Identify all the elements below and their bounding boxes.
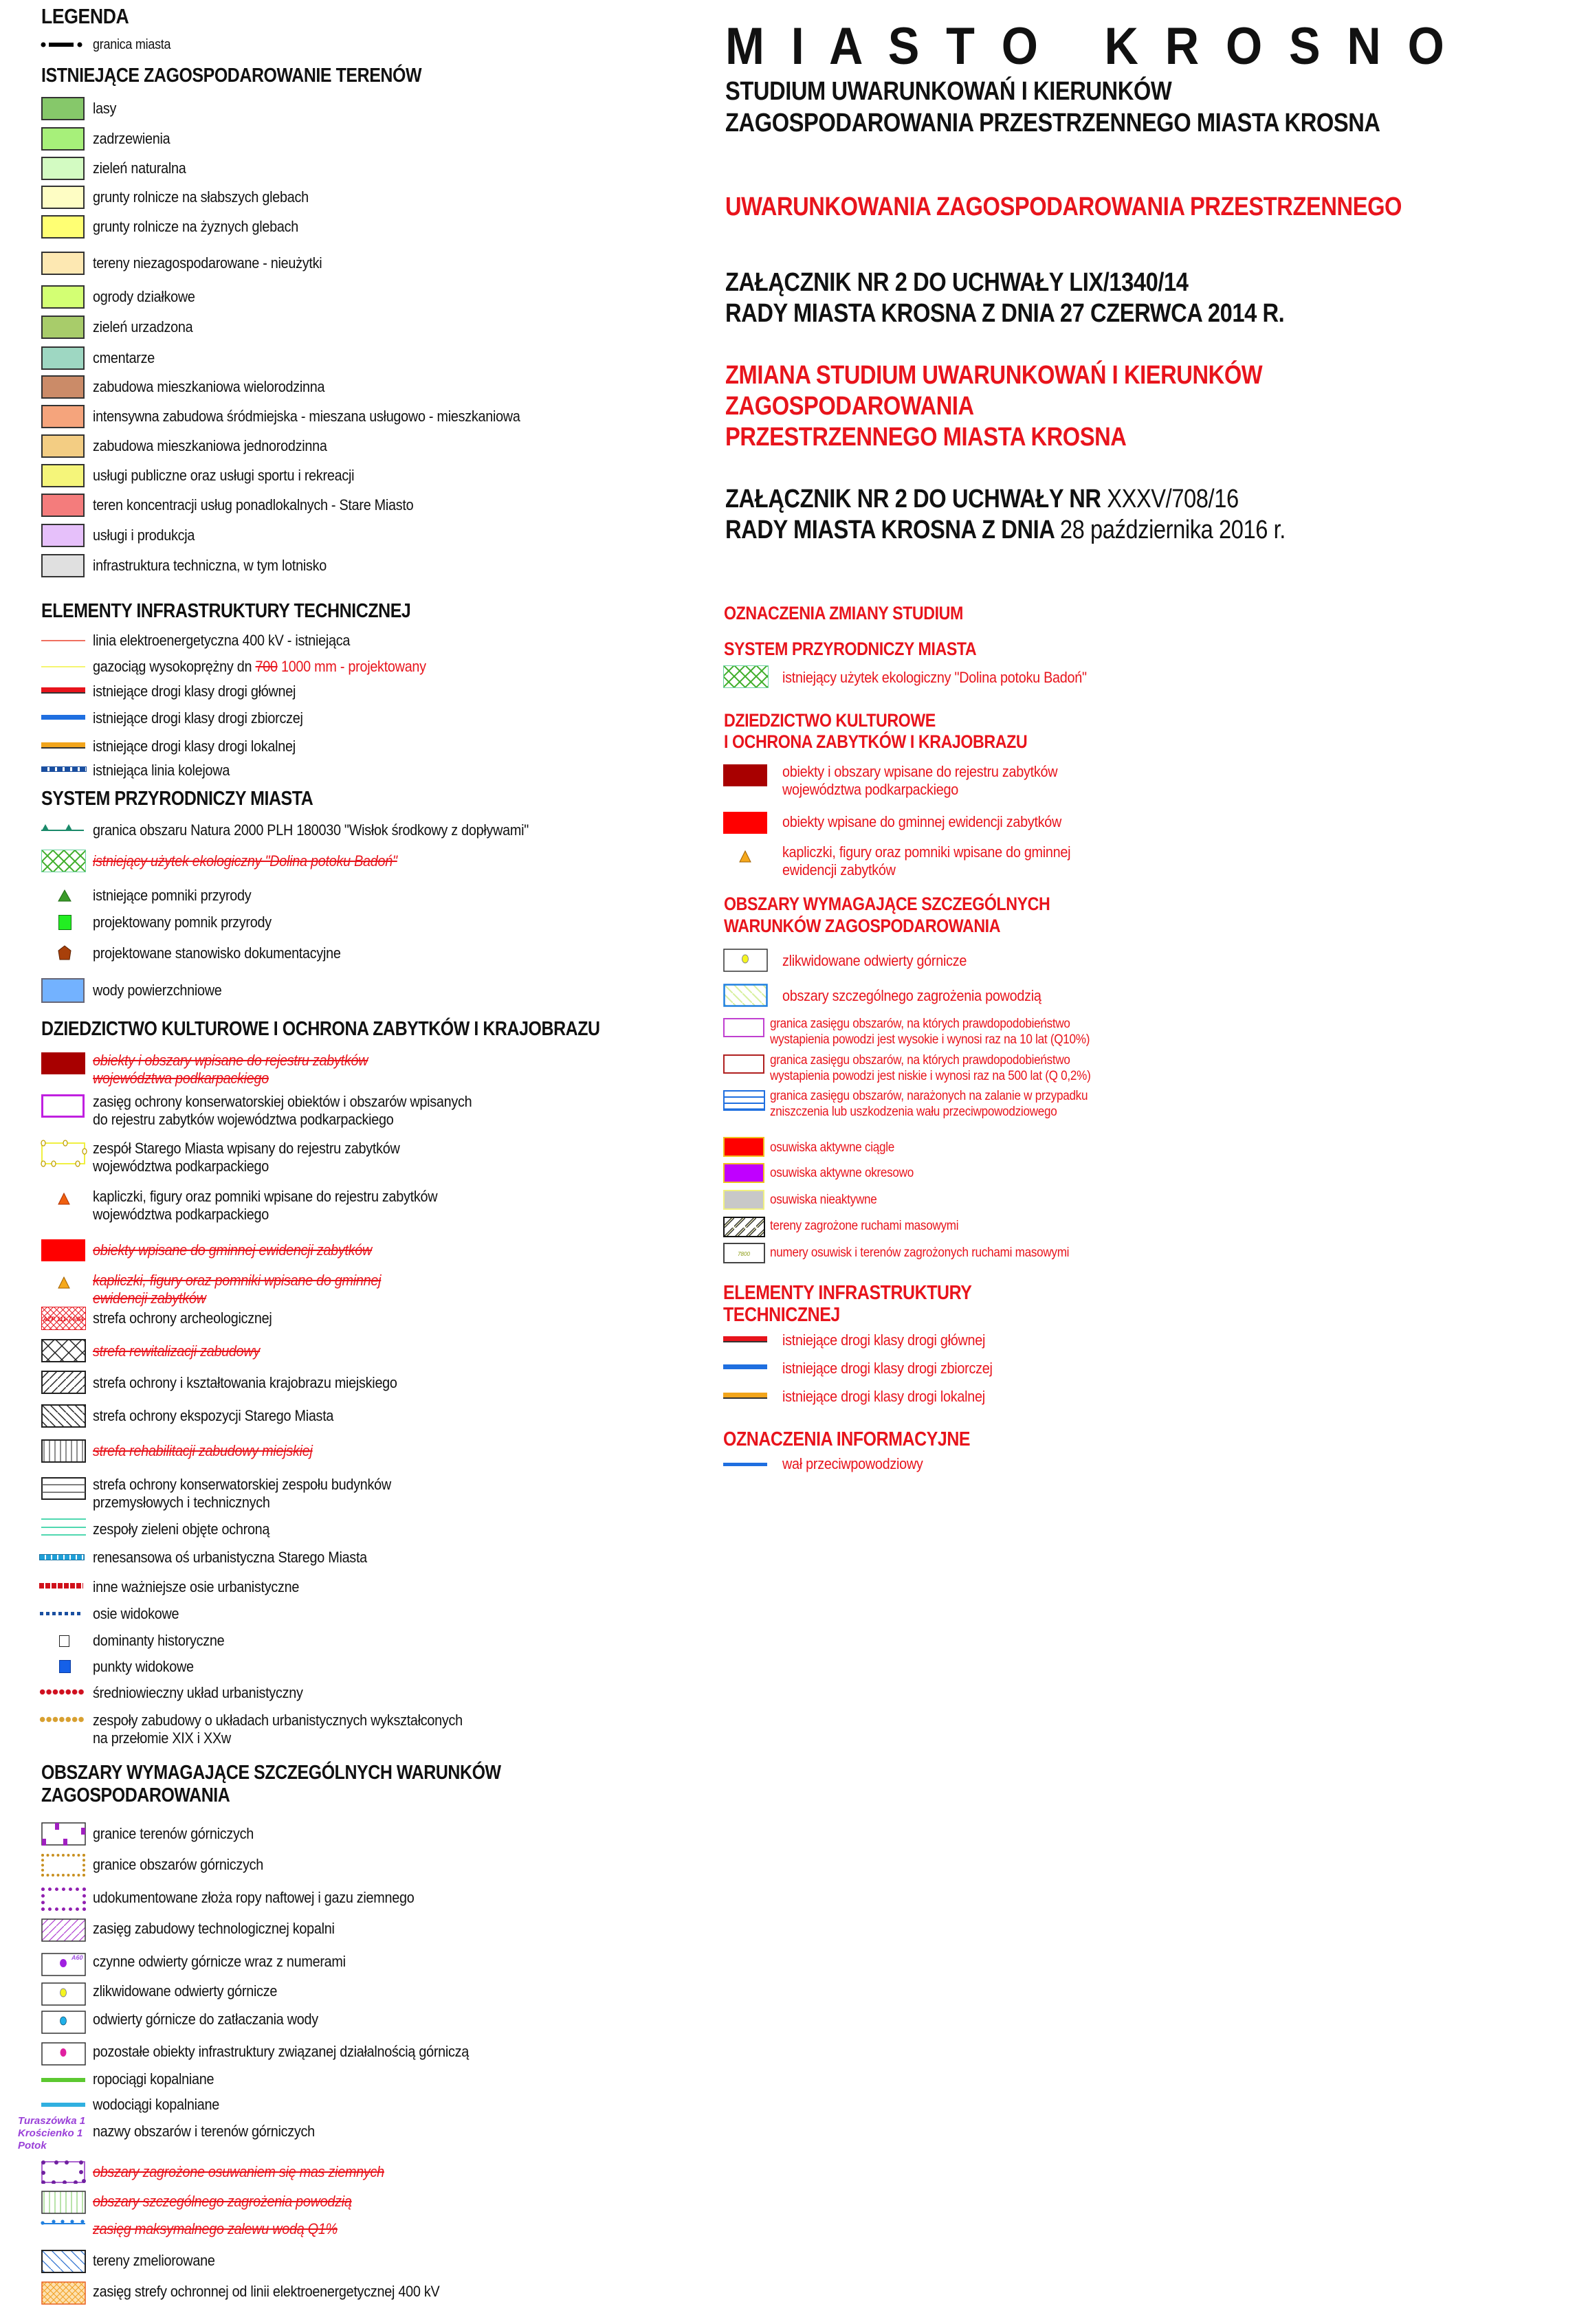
right-road-collector-icon [723, 1364, 767, 1369]
flood-swatch [41, 2191, 86, 2214]
pentagon-brown-icon [58, 945, 71, 960]
right-nature-heading: SYSTEM PRZYRODNICZY MIASTA [724, 639, 977, 659]
right-special-heading-1: OBSZARY WYMAGAJĄCE SZCZEGÓLNYCH [724, 894, 1050, 914]
natura-label: granica obszaru Natura 2000 PLH 180030 "Wisłok środkowy z dopływami" [93, 821, 529, 839]
drained-swatch [41, 2250, 86, 2273]
register-label-2: województwa podkarpackiego [93, 1070, 269, 1087]
right-road-local-label: istniejące drogi klasy drogi lokalnej [782, 1388, 985, 1405]
city-title: M I A S T O K R O S N O [725, 17, 1451, 76]
land-use-label: usługi publiczne oraz usługi sportu i rekreacji [93, 467, 355, 484]
power-line-icon [41, 640, 85, 641]
land-use-swatch [41, 434, 85, 458]
right-heritage-heading-2: I OCHRONA ZABYTKÓW I KRAJOBRAZU [724, 731, 1028, 752]
levee-fail-swatch [723, 1090, 765, 1111]
land-use-label: cmentarze [93, 349, 155, 366]
drained-label: tereny zmeliorowane [93, 2252, 215, 2269]
mining-names-sample [18, 2115, 85, 2152]
oil-pipes-label: ropociągi kopalniane [93, 2070, 214, 2088]
active-wells-label: czynne odwierty górnicze wraz z numerami [93, 1953, 346, 1970]
water-wells-swatch [41, 2011, 86, 2034]
closed-wells-swatch [41, 1982, 86, 2006]
change-line2: ZAGOSPODAROWANIA [725, 392, 974, 421]
mining-names-label: nazwy obszarów i terenów górniczych [93, 2123, 315, 2140]
annex2-line2 [725, 516, 1286, 545]
gmina-register-swatch [41, 1239, 85, 1261]
ls-inactive-label: osuwiska nieaktywne [770, 1193, 877, 1207]
mass-move-label: tereny zagrożone ruchami masowymi [770, 1219, 959, 1233]
mining-name: Krościenko 1 [18, 2127, 83, 2139]
land-use-label: zabudowa mieszkaniowa wielorodzinna [93, 378, 325, 395]
land-use-label: infrastruktura techniczna, w tym lotnisko [93, 557, 327, 574]
legend-title: LEGENDA [41, 4, 129, 28]
city-border-icon [40, 40, 88, 49]
other-axes-label: inne ważniejsze osie urbanistyczne [93, 1578, 300, 1595]
land-use-label: lasy [93, 100, 117, 117]
square-green-icon [58, 915, 71, 930]
chapels-gmina-label-2: ewidencji zabytków [93, 1290, 206, 1307]
land-use-swatch [41, 405, 85, 428]
land-use-swatch [41, 285, 85, 309]
land-use-label: grunty rolnicze na żyznych glebach [93, 218, 298, 235]
greens-label: zespoły zieleni objęte ochroną [93, 1520, 270, 1538]
right-register-label-2: województwa podkarpackiego [782, 781, 959, 798]
exposition-swatch [41, 1404, 86, 1428]
land-use-label: usługi i produkcja [93, 527, 195, 544]
register-label-1: obiekty i obszary wpisane do rejestru zabytków [93, 1052, 368, 1069]
rehab-label: strefa rehabilitacji zabudowy miejskiej [93, 1442, 313, 1459]
xix-label-1: zespoły zabudowy o układach urbanistycznych wykształconych [93, 1712, 463, 1729]
land-use-label: zieleń naturalna [93, 159, 186, 177]
ls-periodic-swatch [723, 1163, 764, 1183]
chapels-label-2: województwa podkarpackiego [93, 1206, 269, 1223]
landscape-swatch [41, 1371, 86, 1394]
q1-line-icon [40, 2218, 87, 2226]
archeo-label: strefa ochrony archeologicznej [93, 1309, 272, 1327]
oil-gas-swatch [41, 1888, 86, 1911]
right-flood-label: obszary szczególnego zagrożenia powodzią [782, 987, 1041, 1004]
industrial-label-1: strefa ochrony konserwatorskiej zespołu budynków [93, 1476, 391, 1493]
medieval-icon [39, 1689, 85, 1695]
waters-swatch [41, 978, 85, 1003]
view-axes-label: osie widokowe [93, 1605, 179, 1622]
infra-heading: ELEMENTY INFRASTRUKTURY TECHNICZNEJ [41, 600, 411, 622]
viewpoints-label: punkty widokowe [93, 1658, 194, 1675]
well-number: A60 [71, 1954, 83, 1961]
info-heading: OZNACZENIA INFORMACYJNE [723, 1428, 971, 1450]
protection-zone-label-2: do rejestru zabytków województwa podkarpackiego [93, 1111, 394, 1128]
right-register-swatch [723, 764, 767, 786]
right-infra-heading-1: ELEMENTY INFRASTRUKTURY [723, 1282, 972, 1304]
rehab-swatch [41, 1439, 86, 1463]
ls-numbers-swatch [723, 1243, 765, 1263]
mass-move-swatch [723, 1217, 765, 1237]
view-axes-icon [40, 1612, 82, 1615]
landslide-label: obszary zagrożone osuwaniem się mas ziemnych [93, 2163, 384, 2180]
greens-swatch [41, 1518, 86, 1537]
oil-gas-label: udokumentowane złoża ropy naftowej i gazu ziemnego [93, 1889, 415, 1906]
annex1-line1: ZAŁĄCZNIK NR 2 DO UCHWAŁY LIX/1340/14 [725, 268, 1189, 297]
red-subtitle: UWARUNKOWANIA ZAGOSPODAROWANIA PRZESTRZENNEGO [725, 192, 1402, 221]
renaissance-label: renesansowa oś urbanistyczna Starego Miasta [93, 1549, 367, 1566]
mining-terrain-swatch [41, 1822, 86, 1846]
road-main-icon [41, 687, 85, 694]
monuments-label: istniejące pomniki przyrody [93, 887, 252, 904]
right-special-heading-2: WARUNKÓW ZAGOSPODAROWANIA [724, 916, 1001, 936]
mining-areas-swatch [41, 1854, 85, 1877]
gas-struck-text: 700 [255, 658, 278, 675]
power-zone-label: zasięg strefy ochronnej od linii elektroenergetycznej 400 kV [93, 2283, 440, 2300]
water-pipes-icon [41, 2103, 85, 2107]
annex2-line1 [725, 485, 1239, 514]
change-line1: ZMIANA STUDIUM UWARUNKOWAŃ I KIERUNKÓW [725, 361, 1263, 390]
proj-monument-label: projektowany pomnik przyrody [93, 914, 272, 931]
changes-heading: OZNACZENIA ZMIANY STUDIUM [724, 603, 963, 623]
land-use-heading: ISTNIEJĄCE ZAGOSPODAROWANIE TERENÓW [41, 65, 422, 87]
q10-label-1: granica zasięgu obszarów, na których prawdopodobieństwo [770, 1017, 1070, 1031]
land-use-swatch [41, 127, 85, 151]
right-chapels-label-2: ewidencji zabytków [782, 861, 896, 878]
right-infra-heading-2: TECHNICZNEJ [723, 1304, 840, 1326]
right-eco-swatch [723, 665, 769, 688]
land-use-swatch [41, 524, 85, 547]
old-town-label-2: województwa podkarpackiego [93, 1158, 269, 1175]
protection-zone-label-1: zasięg ochrony konserwatorskiej obiektów i obszarów wpisanych [93, 1093, 472, 1110]
road-local-icon [41, 742, 85, 749]
active-wells-swatch [41, 1953, 86, 1976]
right-triangle-yellow-icon [739, 850, 751, 863]
archeo-swatch [41, 1307, 86, 1330]
landscape-label: strefa ochrony i kształtowania krajobrazu miejskiego [93, 1374, 397, 1391]
land-use-swatch [41, 464, 85, 487]
water-pipes-label: wodociągi kopalniane [93, 2096, 219, 2113]
xix-icon [39, 1716, 85, 1723]
land-use-label: zieleń urzadzona [93, 318, 193, 335]
waters-label: wody powierzchniowe [93, 982, 222, 999]
special-heading-1: OBSZARY WYMAGAJĄCE SZCZEGÓLNYCH WARUNKÓW [41, 1762, 501, 1784]
viewpoint-icon [59, 1660, 71, 1673]
mining-terrain-label: granice terenów górniczych [93, 1825, 254, 1842]
triangle-orange-icon [58, 1193, 70, 1205]
mining-name: Potok [18, 2140, 47, 2151]
levee-fail-label-1: granica zasięgu obszarów, narażonych na zalanie w przypadku [770, 1089, 1088, 1103]
land-use-swatch [41, 186, 85, 209]
annex2-number: XXXV/708/16 [1107, 485, 1239, 513]
renaissance-axis-icon [39, 1554, 85, 1560]
gas-new-text: 1000 mm - projektowany [277, 658, 426, 675]
right-road-collector-label: istniejące drogi klasy drogi zbiorczej [782, 1360, 993, 1377]
oil-pipes-icon [41, 2078, 85, 2082]
land-use-swatch [41, 252, 85, 275]
road-collector-icon [41, 715, 85, 720]
q02-label-1: granica zasięgu obszarów, na których prawdopodobieństwo [770, 1053, 1070, 1067]
land-use-label: zadrzewienia [93, 130, 170, 147]
land-use-swatch [41, 346, 85, 370]
land-use-swatch [41, 375, 85, 399]
revital-swatch [41, 1339, 86, 1362]
land-use-swatch [41, 215, 85, 239]
old-town-label-1: zespół Starego Miasta wpisany do rejestru zabytków [93, 1140, 400, 1157]
chapels-label-1: kapliczki, figury oraz pomniki wpisane do rejestru zabytków [93, 1188, 438, 1205]
city-border-label: granica miasta [93, 37, 171, 52]
land-use-swatch [41, 157, 85, 180]
land-use-swatch [41, 554, 85, 577]
gas-pipeline-label [93, 658, 426, 676]
power-zone-swatch [41, 2281, 86, 2305]
levee-icon [723, 1463, 767, 1466]
other-mining-label: pozostałe obiekty infrastruktury związanej działalnością górniczą [93, 2043, 470, 2060]
annex2-prefix: ZAŁĄCZNIK NR 2 DO UCHWAŁY NR [725, 485, 1107, 513]
annex2-date: 28 października 2016 r. [1059, 516, 1286, 544]
q10-label-2: wystapienia powodzi jest wysokie i wynosi raz na 10 lat (Q10%) [770, 1032, 1090, 1047]
register-swatch [41, 1052, 85, 1074]
nature-heading: SYSTEM PRZYRODNICZY MIASTA [41, 788, 313, 810]
archeo-code: AZP 111-74/64 [43, 1316, 84, 1323]
industrial-label-2: przemysłowych i technicznych [93, 1494, 270, 1511]
industrial-swatch [41, 1477, 86, 1501]
land-use-label: teren koncentracji usług ponadlokalnych - Stare Miasto [93, 496, 414, 513]
right-closed-wells-label: zlikwidowane odwierty górnicze [782, 952, 967, 969]
right-gmina-swatch [723, 812, 767, 834]
eco-use-swatch [41, 850, 86, 872]
gas-text: gazociąg wysokoprężny dn [93, 658, 256, 675]
triangle-yellow-icon [58, 1276, 70, 1289]
land-use-label: tereny niezagospodarowane - nieużytki [93, 254, 322, 272]
right-closed-wells-swatch [723, 949, 768, 972]
triangle-green-icon [58, 889, 71, 902]
land-use-swatch [41, 316, 85, 339]
mine-buildings-label: zasięg zabudowy technologicznej kopalni [93, 1920, 335, 1937]
protection-zone-swatch [41, 1094, 85, 1118]
power-line-label: linia elektroenergetyczna 400 kV - istniejąca [93, 632, 351, 649]
annex1-line2: RADY MIASTA KROSNA Z DNIA 27 CZERWCA 2014 R. [725, 299, 1285, 328]
ls-inactive-swatch [723, 1190, 764, 1210]
dominants-label: dominanty historyczne [93, 1632, 225, 1649]
right-register-label-1: obiekty i obszary wpisane do rejestru zabytków [782, 763, 1058, 780]
land-use-label: intensywna zabudowa śródmiejska - mieszana usługowo - mieszkaniowa [93, 408, 520, 425]
change-line3: PRZESTRZENNEGO MIASTA KROSNA [725, 423, 1127, 452]
chapels-gmina-label-1: kapliczki, figury oraz pomniki wpisane do gminnej [93, 1272, 382, 1289]
ls-active-swatch [723, 1137, 764, 1157]
right-flood-swatch [723, 984, 768, 1007]
right-road-local-icon [723, 1393, 767, 1399]
other-mining-swatch [41, 2042, 86, 2066]
doc-site-label: projektowane stanowisko dokumentacyjne [93, 944, 341, 962]
natura-border-icon [40, 822, 85, 832]
mining-areas-label: granice obszarów górniczych [93, 1856, 264, 1873]
closed-wells-label: zlikwidowane odwierty górnicze [93, 1982, 278, 2000]
levee-label: wał przeciwpowodziowy [782, 1455, 923, 1472]
right-heritage-heading-1: DZIEDZICTWO KULTUROWE [724, 710, 936, 731]
mine-buildings-swatch [41, 1918, 86, 1942]
road-local-label: istniejące drogi klasy drogi lokalnej [93, 738, 296, 755]
xix-label-2: na przełomie XIX i XXw [93, 1729, 231, 1747]
medieval-label: średniowieczny układ urbanistyczny [93, 1684, 303, 1701]
right-road-main-label: istniejące drogi klasy drogi głównej [782, 1331, 986, 1349]
special-heading-2: ZAGOSPODAROWANIA [41, 1784, 230, 1806]
q02-swatch [723, 1054, 764, 1074]
exposition-label: strefa ochrony ekspozycji Starego Miasta [93, 1407, 334, 1424]
landslide-swatch [41, 2160, 86, 2184]
right-road-main-icon [723, 1336, 767, 1342]
eco-use-label-struck: istniejący użytek ekologiczny "Dolina potoku Badoń" [93, 852, 397, 870]
right-eco-label: istniejący użytek ekologiczny "Dolina potoku Badoń" [782, 669, 1087, 686]
gmina-register-label: obiekty wpisane do gminnej ewidencji zabytków [93, 1241, 373, 1259]
ls-periodic-label: osuwiska aktywne okresowo [770, 1166, 914, 1180]
railway-label: istniejąca linia kolejowa [93, 762, 230, 779]
ls-numbers-label: numery osuwisk i terenów zagrożonych ruchami masowymi [770, 1246, 1070, 1260]
land-use-swatch [41, 494, 85, 517]
q1-label: zasięg maksymalnego zalewu wodą Q1% [93, 2220, 338, 2237]
mining-name: Turaszówka 1 [18, 2115, 86, 2127]
study-title-2: ZAGOSPODAROWANIA PRZESTRZENNEGO MIASTA KROSNA [725, 109, 1380, 137]
dominant-icon [59, 1635, 69, 1647]
study-title-1: STUDIUM UWARUNKOWAŃ I KIERUNKÓW [725, 77, 1172, 106]
levee-fail-label-2: zniszczenia lub uszkodzenia wału przeciwpowodziowego [770, 1105, 1057, 1119]
ls-active-label: osuwiska aktywne ciągle [770, 1140, 895, 1155]
road-collector-label: istniejące drogi klasy drogi zbiorczej [93, 709, 303, 727]
land-use-label: grunty rolnicze na słabszych glebach [93, 188, 309, 206]
water-wells-label: odwierty górnicze do zatłaczania wody [93, 2011, 318, 2028]
road-main-label: istniejące drogi klasy drogi głównej [93, 683, 296, 700]
land-use-swatch [41, 97, 85, 120]
annex2-date-prefix: RADY MIASTA KROSNA Z DNIA [725, 516, 1060, 544]
revital-label: strefa rewitalizacji zabudowy [93, 1342, 261, 1360]
gas-pipeline-icon [41, 666, 85, 667]
land-use-label: ogrody działkowe [93, 288, 195, 305]
right-chapels-label-1: kapliczki, figury oraz pomniki wpisane do gminnej [782, 843, 1071, 861]
q10-swatch [723, 1018, 764, 1037]
land-use-label: zabudowa mieszkaniowa jednorodzinna [93, 437, 327, 454]
other-axes-icon [39, 1583, 83, 1589]
railway-icon [41, 766, 87, 772]
heritage-heading: DZIEDZICTWO KULTUROWE I OCHRONA ZABYTKÓW I KRAJOBRAZU [41, 1018, 600, 1040]
q02-label-2: wystapienia powodzi jest niskie i wynosi raz na 500 lat (Q 0,2%) [770, 1069, 1091, 1083]
right-gmina-label: obiekty wpisane do gminnej ewidencji zabytków [782, 813, 1062, 830]
ls-number-sample: 7800 [738, 1251, 750, 1257]
flood-label: obszary szczególnego zagrożenia powodzią [93, 2193, 352, 2210]
old-town-swatch [40, 1140, 88, 1167]
